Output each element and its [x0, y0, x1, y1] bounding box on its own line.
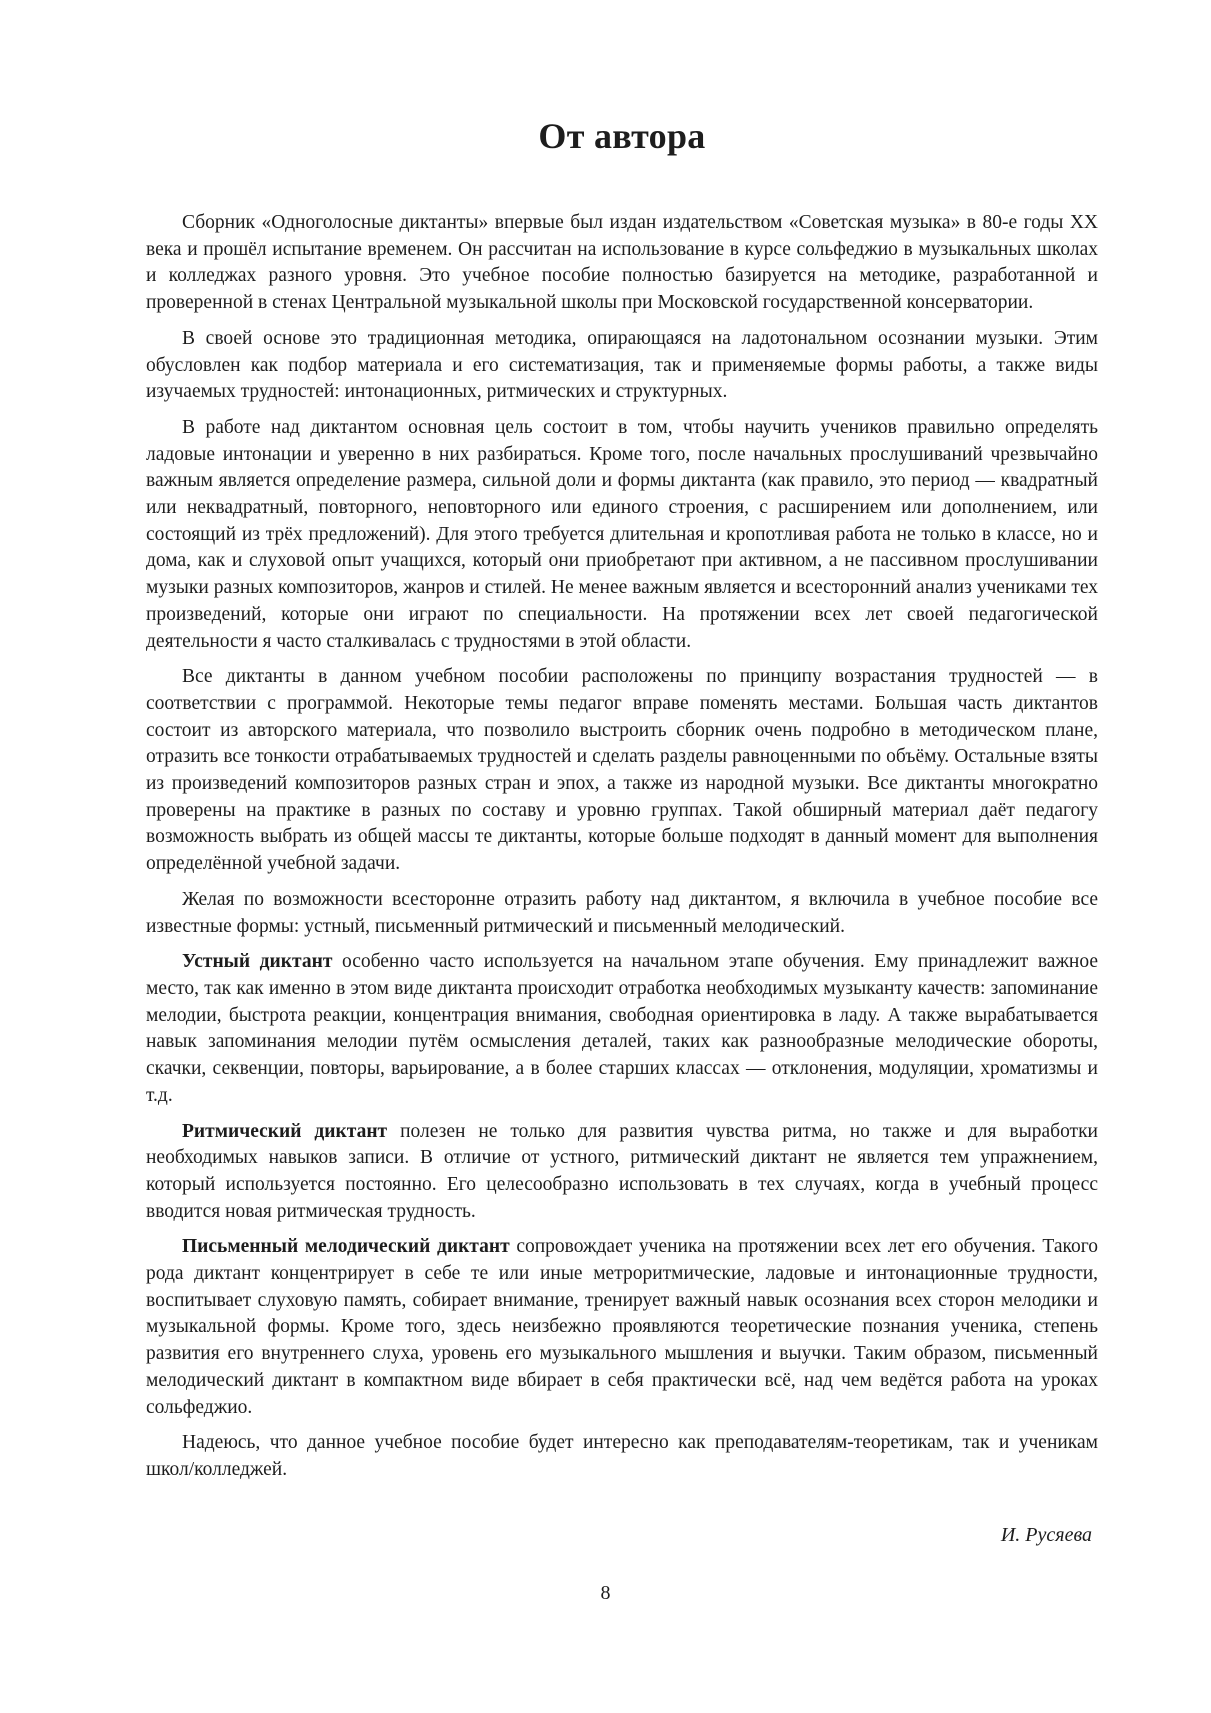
paragraph-text: Все диктанты в данном учебном пособии расположены по принципу возрастания трудностей — в соответствии с программой. Некоторые темы педагог вправе поменять местами. Большая часть диктантов состоит из авторского материала, что позволило выстроить сборник очень подробно в методическом плане, отразить все тонкости отрабатываемых трудностей и сделать разделы равноценными по объёму. Остальные взяты из произведений композиторов разных стран и эпох, а также из народной музыки. Все диктанты многократно проверены на практике в разных по составу и уровню группах. Такой обширный материал даёт педагогу возможность выбрать из общей массы те диктанты, которые больше подходят в данный момент для выполнения определённой учебной задачи. — [146, 666, 1098, 875]
page-number: 8 — [600, 1582, 611, 1604]
paragraph-text: Надеюсь, что данное учебное пособие будет интересно как преподавателям-теоретикам, так и ученикам школ/колледжей. — [146, 1432, 1098, 1480]
paragraph-text: сопровождает ученика на протяжении всех лет его обучения. Такого рода диктант концентрирует в себе те или иные метроритмические, ладовые и интонационные трудности, воспитывает слуховую память, собирает внимание, тренирует важный навык осознания всех сторон мелодики и музыкальной формы. Кроме того, здесь неизбежно проявляются теоретические познания ученика, степень развития его внутреннего слуха, уровень его музыкального мышления и выучки. Таким образом, письменный мелодический диктант в компактном виде вбирает в себя практически всё, над чем ведётся работа на уроках сольфеджио. — [146, 1236, 1098, 1418]
paragraph-text: полезен не только для развития чувства ритма, но также и для выработки необходимых навыков записи. В отличие от устного, ритмический диктант не является тем упражнением, который используется постоянно. Его целесообразно использовать в тех случаях, когда в учебный процесс вводится новая ритмическая трудность. — [146, 1120, 1098, 1222]
author-signature: И. Русяева — [1000, 1523, 1092, 1546]
page-title: От автора — [538, 116, 706, 156]
paragraph-intro — [146, 210, 1098, 317]
paragraph-text: В работе над диктантом основная цель состоит в том, чтобы научить учеников правильно определять ладовые интонации и уверенно в них разбираться. Кроме того, после начальных прослушиваний чрезвычайно важным является определение размера, сильной доли и формы диктанта (как правило, это период — квадратный или неквадратный, повторного, неповторного или единого строения, с расширением или дополнением, или состоящий из трёх предложений). Для этого требуется длительная и кропотливая работа не только в классе, но и дома, как и слуховой опыт учащихся, который они приобретают при активном, а не пассивном прослушивании музыки разных композиторов, жанров и стилей. Не менее важным является и всесторонний анализ учениками тех произведений, которые они играют по специальности. На протяжении всех лет своей педагогической деятельности я часто сталкивалась с трудностями в этой области. — [146, 416, 1098, 652]
paragraph-text: Сборник «Одноголосные диктанты» впервые был издан издательством «Советская музыка» в 80-е годы XX века и прошёл испытание временем. Он рассчитан на использование в курсе сольфеджио в музыкальных школах и колледжах разного уровня. Это учебное пособие полностью базируется на методике, разработанной и проверенной в стенах Центральной музыкальной школы при Московской государственной консерватории. — [146, 212, 1098, 314]
paragraph-text: особенно часто используется на начальном этапе обучения. Ему принадлежит важное место, так как именно в этом виде диктанта происходит отработка необходимых музыканту качеств: запоминание мелодии, быстрота реакции, концентрация внимания, свободная ориентировка в ладу. А также вырабатывается навык запоминания мелодии путём осмысления деталей, таких как разнообразные мелодические обороты, скачки, секвенции, повторы, варьирование, а в более старших классах — отклонения, модуляции, хроматизмы и т.д. — [146, 951, 1098, 1106]
paragraph-arrangement — [146, 664, 1098, 878]
paragraph-lead-term: Письменный мелодический диктант — [182, 1236, 510, 1258]
body-text — [146, 210, 1098, 1484]
paragraph-rhythmic-dictation — [146, 1119, 1098, 1226]
paragraph-lead-term: Ритмический диктант — [182, 1120, 388, 1142]
paragraph-oral-dictation — [146, 949, 1098, 1109]
paragraph-melodic-dictation — [146, 1234, 1098, 1421]
page — [146, 0, 1098, 1548]
paragraph-text: Желая по возможности всесторонне отразить работу над диктантом, я включила в учебное пособие все известные формы: устный, письменный ритмический и письменный мелодический. — [146, 888, 1098, 937]
paragraph-methodology — [146, 326, 1098, 406]
paragraph-forms — [146, 887, 1098, 940]
paragraph-lead-term: Устный диктант — [182, 951, 333, 973]
paragraph-closing — [146, 1430, 1098, 1483]
paragraph-text: В своей основе это традиционная методика, опирающаяся на ладотональном осознании музыки. Этим обусловлен как подбор материала и его систематизация, так и применяемые формы работы, а также виды изучаемых трудностей: интонационных, ритмических и структурных. — [146, 327, 1098, 403]
paragraph-dictation-goal — [146, 415, 1098, 655]
